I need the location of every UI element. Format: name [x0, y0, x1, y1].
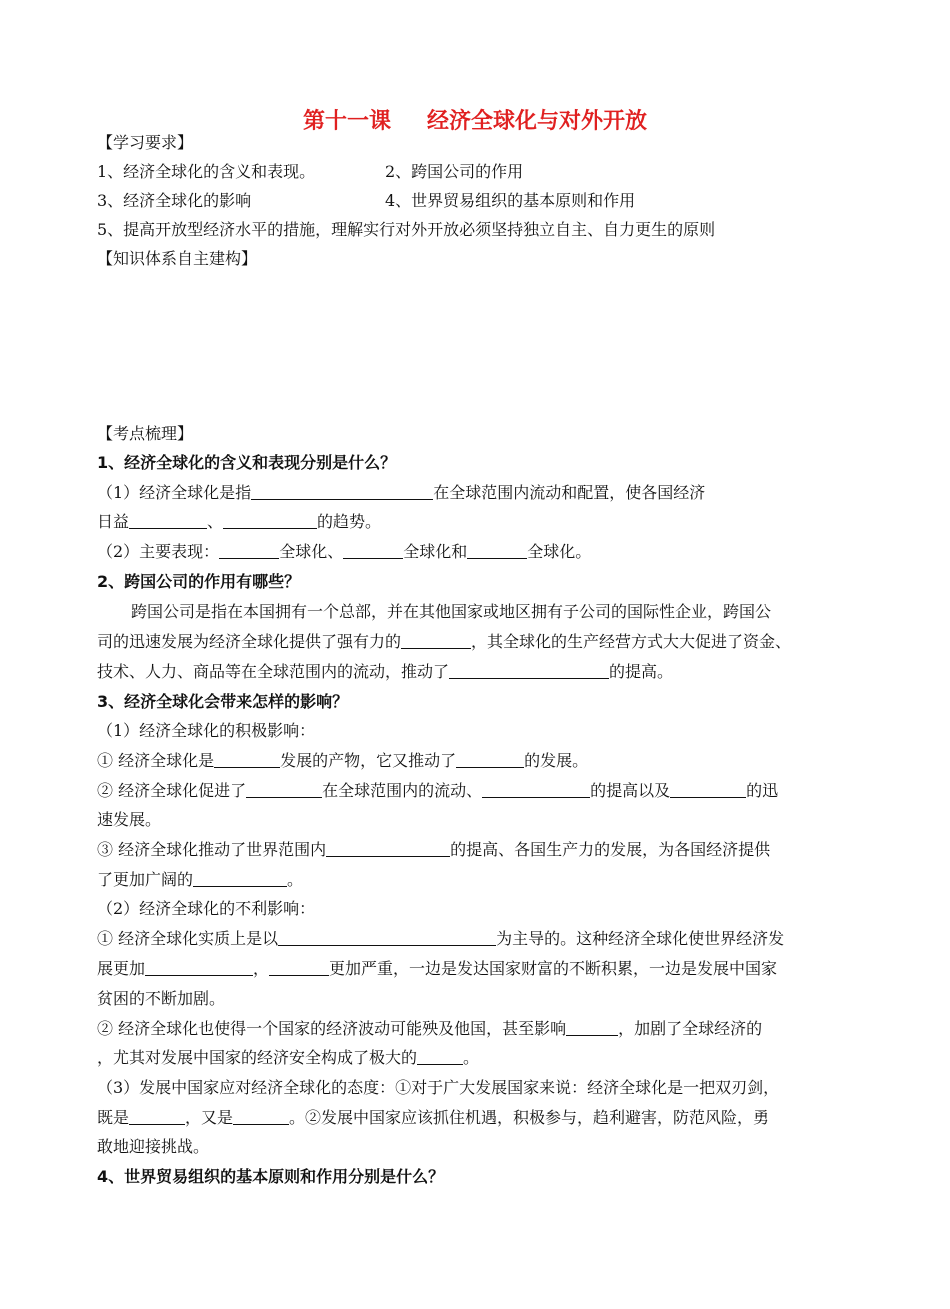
requirement-4: 4、世界贸易组织的基本原则和作用 [385, 191, 636, 210]
q3-text: 的提高、各国生产力的发展，为各国经济提供 [450, 840, 771, 859]
q1-text: 的趋势。 [317, 512, 382, 531]
q3-text: ， [253, 959, 270, 978]
q3-text: ② 经济全球化促进了 [97, 781, 247, 800]
q1-text: 全球化。 [527, 542, 592, 561]
q3-text: 为主导的。这种经济全球化使世界经济发 [496, 929, 785, 948]
q2-text: 司的迅速发展为经济全球化提供了强有力的 [97, 632, 402, 651]
q3-negative-1 [97, 928, 784, 950]
q1-line-2 [97, 511, 381, 533]
q3-text: 展更加 [97, 959, 146, 978]
q3-text: 。②发展中国家应该抓住机遇，积极参与，趋利避害，防范风险，勇 [289, 1108, 770, 1127]
q1-text: 、 [207, 512, 224, 531]
fill-blank[interactable] [417, 1048, 463, 1065]
q2-heading: 2、跨国公司的作用有哪些？ [97, 572, 301, 591]
fill-blank[interactable] [467, 542, 527, 559]
q3-negative-2-cont [97, 1047, 479, 1069]
fill-blank[interactable] [223, 512, 317, 529]
q3-text: 。 [463, 1048, 480, 1067]
q2-line-2 [97, 631, 791, 653]
q3-text: 的迅 [746, 781, 779, 800]
q3-attitude-2 [97, 1107, 769, 1129]
q3-text: ① 经济全球化实质上是以 [97, 929, 279, 948]
q2-line-1: 跨国公司是指在本国拥有一个总部，并在其他国家或地区拥有子公司的国际性企业，跨国公 [131, 602, 772, 621]
q3-text: ② 经济全球化也使得一个国家的经济波动可能殃及他国，甚至影响 [97, 1019, 567, 1038]
fill-blank[interactable] [214, 751, 280, 768]
q3-negative-1-end: 贫困的不断加剧。 [97, 989, 226, 1008]
lesson-number: 第十一课 [302, 109, 391, 134]
requirement-2: 2、跨国公司的作用 [385, 162, 524, 181]
requirement-5: 5、提高开放型经济水平的措施，理解实行对外开放必须坚持独立自主、自力更生的原则 [97, 220, 716, 239]
q3-positive-2-cont: 速发展。 [97, 810, 162, 829]
lesson-topic: 经济全球化与对外开放 [427, 109, 648, 134]
q3-text: ① 经济全球化是 [97, 751, 215, 770]
q2-text: ，其全球化的生产经营方式大大促进了资金、 [471, 632, 792, 651]
fill-blank[interactable] [233, 1108, 289, 1125]
q3-negative-header: （2）经济全球化的不利影响： [97, 899, 316, 918]
fill-blank[interactable] [246, 781, 322, 798]
q3-positive-3 [97, 839, 770, 861]
q1-text: 在全球范围内流动和配置，使各国经济 [433, 483, 706, 502]
requirement-row-2 [97, 190, 635, 212]
q3-negative-2 [97, 1018, 762, 1040]
q3-heading: 3、经济全球化会带来怎样的影响？ [97, 692, 349, 711]
requirements-header: 【学习要求】 [97, 133, 194, 152]
q1-text: （2）主要表现： [97, 542, 220, 561]
q3-text: ③ 经济全球化推动了世界范围内 [97, 840, 327, 859]
fill-blank[interactable] [670, 781, 746, 798]
q3-negative-1-cont [97, 958, 777, 980]
review-header: 【考点梳理】 [97, 424, 194, 443]
requirement-row-1 [97, 161, 523, 183]
fill-blank[interactable] [129, 1108, 185, 1125]
q3-text: 既是 [97, 1108, 130, 1127]
q2-line-3 [97, 661, 673, 683]
q3-text: 的提高以及 [590, 781, 671, 800]
q1-text: （1）经济全球化是指 [97, 483, 252, 502]
q3-text: ，加剧了全球经济的 [618, 1019, 763, 1038]
q1-text: 全球化和 [403, 542, 468, 561]
fill-blank[interactable] [145, 959, 253, 976]
q2-text: 的提高。 [609, 662, 674, 681]
q3-text: 发展的产物，它又推动了 [280, 751, 457, 770]
q1-heading: 1、经济全球化的含义和表现分别是什么？ [97, 453, 397, 472]
fill-blank[interactable] [251, 483, 433, 500]
fill-blank[interactable] [129, 512, 207, 529]
q3-text: ，尤其对发展中国家的经济安全构成了极大的 [97, 1048, 418, 1067]
q3-text: 的发展。 [524, 751, 589, 770]
q1-text: 日益 [97, 512, 130, 531]
q3-positive-2 [97, 780, 778, 802]
q2-text: 技术、人力、商品等在全球范围内的流动，推动了 [97, 662, 450, 681]
fill-blank[interactable] [343, 542, 403, 559]
q3-text: 了更加广阔的 [97, 870, 194, 889]
requirement-1: 1、经济全球化的含义和表现。 [97, 162, 316, 181]
fill-blank[interactable] [482, 781, 590, 798]
fill-blank[interactable] [326, 840, 450, 857]
requirement-3: 3、经济全球化的影响 [97, 191, 252, 210]
q3-text: 更加严重，一边是发达国家财富的不断积累，一边是发展中国家 [329, 959, 778, 978]
fill-blank[interactable] [219, 542, 279, 559]
fill-blank[interactable] [566, 1019, 618, 1036]
fill-blank[interactable] [269, 959, 329, 976]
fill-blank[interactable] [278, 929, 496, 946]
q3-positive-1 [97, 750, 588, 772]
q3-attitude-3: 敢地迎接挑战。 [97, 1137, 210, 1156]
q3-text: ，又是 [185, 1108, 234, 1127]
fill-blank[interactable] [401, 632, 471, 649]
q1-text: 全球化、 [279, 542, 344, 561]
fill-blank[interactable] [193, 870, 287, 887]
fill-blank[interactable] [456, 751, 524, 768]
q3-text: 。 [287, 870, 304, 889]
q3-positive-header: （1）经济全球化的积极影响： [97, 721, 316, 740]
q1-line-1 [97, 482, 705, 504]
fill-blank[interactable] [449, 662, 609, 679]
q3-attitude-1: （3）发展中国家应对经济全球化的态度：①对于广大发展国家来说：经济全球化是一把双刃剑， [97, 1078, 780, 1097]
q1-line-3 [97, 541, 591, 563]
q4-heading: 4、世界贸易组织的基本原则和作用分别是什么？ [97, 1167, 445, 1186]
q3-positive-3-cont [97, 869, 303, 891]
knowledge-header: 【知识体系自主建构】 [97, 249, 258, 268]
q3-text: 在全球范围内的流动、 [322, 781, 483, 800]
